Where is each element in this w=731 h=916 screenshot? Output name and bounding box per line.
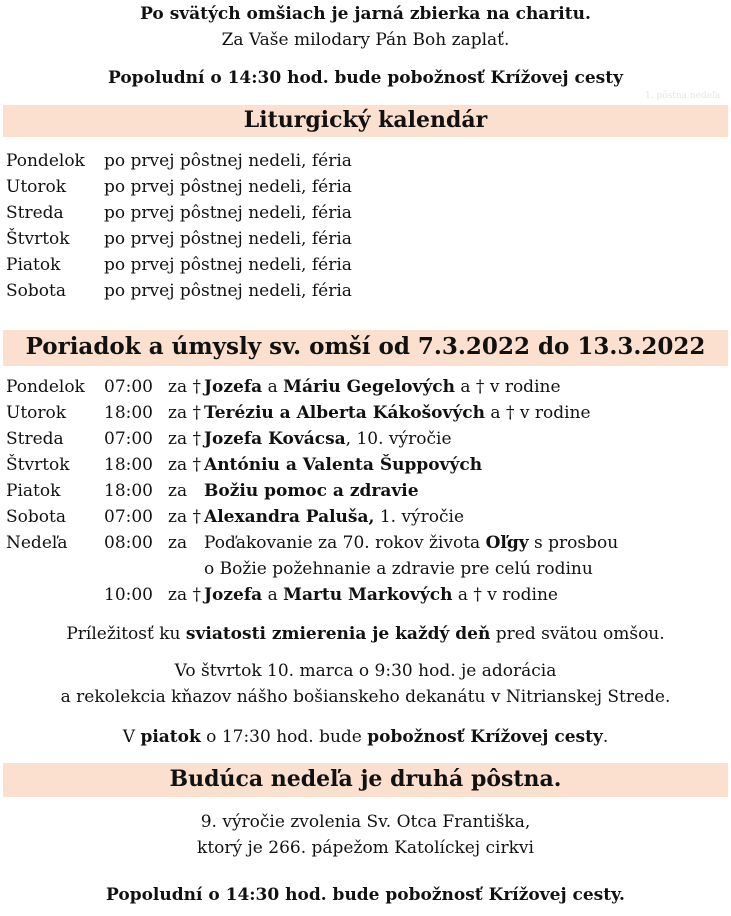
- friday-part: pobožnosť Krížovej cesty: [367, 727, 603, 747]
- mass-time: 10:00: [104, 585, 153, 605]
- mass-intention-part: a: [262, 585, 284, 605]
- calendar-desc: po prvej pôstnej nedeli, féria: [104, 255, 352, 275]
- mass-za: za †: [168, 429, 201, 449]
- mass-time: 18:00: [104, 403, 153, 423]
- friday-part: .: [602, 727, 609, 747]
- mass-day: Nedeľa: [6, 533, 68, 553]
- confession-notice: [0, 624, 731, 644]
- mass-za: za †: [168, 377, 201, 397]
- mass-intention-part: 1. výročie: [374, 507, 465, 527]
- mass-intention-part: Jozefa Kovácsa: [204, 429, 346, 449]
- mass-intention-part: s prosbou: [528, 533, 619, 553]
- calendar-day: Sobota: [6, 281, 66, 301]
- pope-anniversary-line-2: ktorý je 266. pápežom Katolíckej cirkvi: [197, 838, 534, 858]
- calendar-desc: po prvej pôstnej nedeli, féria: [104, 203, 352, 223]
- mass-day: Utorok: [6, 403, 67, 423]
- friday-part: piatok: [140, 727, 201, 747]
- mass-intention-part: Jozefa: [204, 585, 263, 605]
- mass-intention: [204, 559, 593, 579]
- adoration-line-1: Vo štvrtok 10. marca o 9:30 hod. je adorácia: [174, 661, 557, 681]
- mass-intention-part: Jozefa: [204, 377, 263, 397]
- calendar-heading: Liturgický kalendár: [243, 107, 488, 133]
- charity-collection-notice: Po svätých omšiach je jarná zbierka na charitu.: [140, 4, 591, 24]
- mass-intention-part: a † v rodine: [485, 403, 591, 423]
- mass-intention: [204, 481, 419, 501]
- mass-za: za †: [168, 403, 201, 423]
- faint-watermark-text: 1. pôstna nedeľa: [645, 91, 721, 101]
- mass-day: Štvrtok: [6, 455, 70, 475]
- mass-intention: [204, 455, 482, 475]
- confession-part: pred svätou omšou.: [490, 624, 665, 644]
- calendar-day: Pondelok: [6, 151, 85, 171]
- mass-intention-part: Martu Markových: [283, 585, 453, 605]
- mass-intention-part: a: [262, 377, 284, 397]
- friday-part: V: [122, 727, 141, 747]
- mass-intention-part: Antóniu a Valenta Šuppových: [204, 455, 483, 475]
- mass-intention-part: o Božie požehnanie a zdravie pre celú rodinu: [204, 559, 593, 579]
- mass-za: za †: [168, 507, 201, 527]
- calendar-desc: po prvej pôstnej nedeli, féria: [104, 229, 352, 249]
- mass-intention-part: a † v rodine: [454, 377, 561, 397]
- mass-intention: [204, 533, 618, 553]
- mass-time: 18:00: [104, 481, 153, 501]
- calendar-day: Streda: [6, 203, 64, 223]
- mass-intention-part: Máriu Gegelových: [283, 377, 455, 397]
- mass-intention-part: Poďakovanie za 70. rokov života: [204, 533, 486, 553]
- thanks-line: Za Vaše milodary Pán Boh zaplať.: [221, 30, 510, 50]
- calendar-day: Piatok: [6, 255, 61, 275]
- mass-intention-part: , 10. výročie: [345, 429, 452, 449]
- mass-time: 07:00: [104, 507, 153, 527]
- mass-time: 08:00: [104, 533, 153, 553]
- mass-day: Streda: [6, 429, 64, 449]
- calendar-desc: po prvej pôstnej nedeli, féria: [104, 281, 352, 301]
- mass-intention-part: a † v rodine: [452, 585, 558, 605]
- next-sunday-heading: Budúca nedeľa je druhá pôstna.: [169, 766, 562, 792]
- mass-za: za: [168, 481, 188, 501]
- mass-intention-part: Božiu pomoc a zdravie: [204, 481, 419, 501]
- mass-intention: [204, 507, 464, 527]
- mass-day: Piatok: [6, 481, 61, 501]
- mass-za: za †: [168, 455, 201, 475]
- friday-part: o 17:30 hod. bude: [200, 727, 368, 747]
- calendar-desc: po prvej pôstnej nedeli, féria: [104, 151, 352, 171]
- mass-time: 07:00: [104, 429, 153, 449]
- pope-anniversary-line-1: 9. výročie zvolenia Sv. Otca Františka,: [200, 812, 531, 832]
- mass-day: Pondelok: [6, 377, 85, 397]
- next-way-of-cross-notice: Popoludní o 14:30 hod. bude pobožnosť Krížovej cesty.: [106, 885, 625, 905]
- confession-part: sviatosti zmierenia je každý deň: [185, 624, 491, 644]
- mass-time: 18:00: [104, 455, 153, 475]
- mass-intention: [204, 585, 558, 605]
- mass-intention: [204, 377, 561, 397]
- mass-intention-part: Oľgy: [485, 533, 529, 553]
- mass-za: za †: [168, 585, 201, 605]
- calendar-day: Utorok: [6, 177, 67, 197]
- masses-heading: Poriadok a úmysly sv. omší od 7.3.2022 do 13.3.2022: [25, 333, 706, 360]
- mass-time: 07:00: [104, 377, 153, 397]
- calendar-desc: po prvej pôstnej nedeli, féria: [104, 177, 352, 197]
- mass-intention: [204, 429, 452, 449]
- mass-day: Sobota: [6, 507, 66, 527]
- calendar-day: Štvrtok: [6, 229, 70, 249]
- friday-notice: [0, 727, 731, 747]
- mass-intention-part: Alexandra Paluša,: [204, 507, 375, 527]
- confession-part: Príležitosť ku: [66, 624, 186, 644]
- mass-intention: [204, 403, 591, 423]
- way-of-cross-notice: Popoludní o 14:30 hod. bude pobožnosť Krížovej cesty: [108, 68, 623, 88]
- adoration-line-2: a rekolekcia kňazov nášho bošianskeho dekanátu v Nitrianskej Strede.: [60, 687, 671, 707]
- mass-intention-part: Teréziu a Alberta Kákošových: [204, 403, 485, 423]
- mass-za: za: [168, 533, 188, 553]
